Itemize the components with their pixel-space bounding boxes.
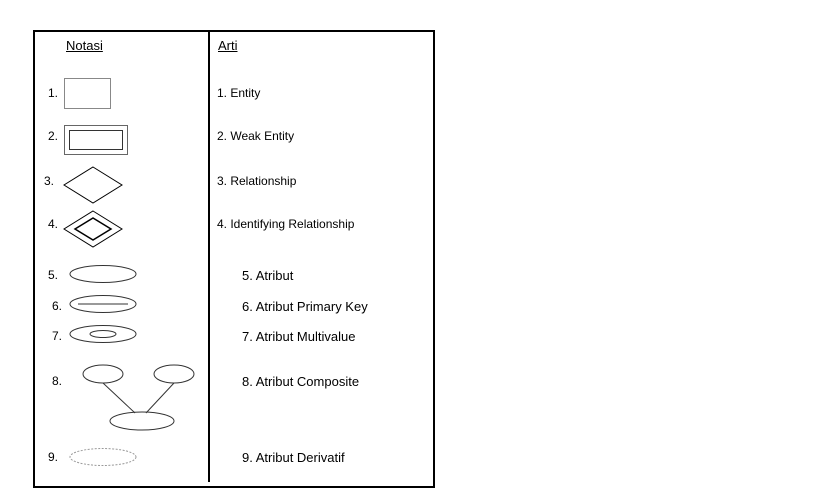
row-1-number: 1. <box>48 86 59 100</box>
ellipse-icon <box>70 266 136 283</box>
rectangle-icon <box>65 79 111 109</box>
row-5-meaning: 5. Atribut <box>242 268 294 283</box>
composite-ellipse-icon <box>83 365 194 430</box>
dashed-ellipse-icon <box>70 449 136 466</box>
row-9-number: 9. <box>48 450 59 464</box>
row-3-number: 3. <box>44 174 55 188</box>
double-ellipse-icon <box>70 326 136 343</box>
row-8-number: 8. <box>52 374 63 388</box>
double-diamond-icon <box>64 211 122 247</box>
row-4-meaning: 4. Identifying Relationship <box>217 217 355 231</box>
row-8-meaning: 8. Atribut Composite <box>242 374 360 389</box>
row-5-number: 5. <box>48 268 59 282</box>
row-4-number: 4. <box>48 217 59 231</box>
row-3-meaning: 3. Relationship <box>217 174 297 188</box>
header-notasi: Notasi <box>66 38 103 53</box>
row-9-meaning: 9. Atribut Derivatif <box>242 450 345 465</box>
row-6-meaning: 6. Atribut Primary Key <box>242 299 368 314</box>
diamond-icon <box>64 167 122 203</box>
row-7-number: 7. <box>52 329 63 343</box>
row-2-meaning: 2. Weak Entity <box>217 129 295 143</box>
double-rectangle-icon <box>65 126 128 155</box>
header-arti: Arti <box>218 38 238 53</box>
row-2-number: 2. <box>48 129 59 143</box>
row-1-meaning: 1. Entity <box>217 86 261 100</box>
row-7-meaning: 7. Atribut Multivalue <box>242 329 356 344</box>
row-6-number: 6. <box>52 299 63 313</box>
underlined-ellipse-icon <box>70 296 136 313</box>
